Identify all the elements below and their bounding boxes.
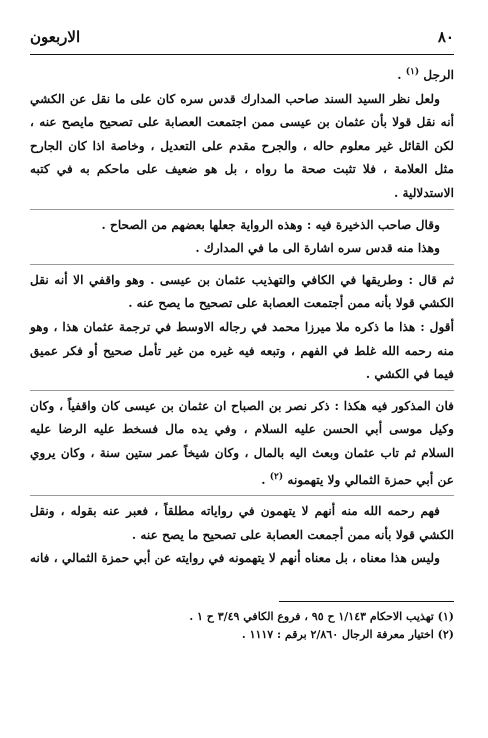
separator [30,209,454,210]
footnote-ref: (١) [405,67,420,77]
separator [30,264,454,265]
paragraph: وهذا منه قدس سره اشارة الى ما في المدارك . [195,241,440,256]
footnote-ref: (٢) [269,471,284,482]
header-rule [30,54,454,55]
paragraph: ثم قال : وطريقها في الكافي والتهذيب عثمان بن عيسى . وهو واقفي الا أنه نقل الكشي قولا بأنه ممن أجتمعت العصابة على تصحيح ما يصح عنه . [30,272,454,311]
footnotes [30,608,454,644]
paragraph: الرجل $^{(١)}$ . [397,67,454,82]
page-number: ٨٠ [437,28,454,46]
running-title: الاربعون [30,28,81,46]
footnote-rule [279,601,454,602]
paragraph: أقول : هذا ما ذكره ملا ميرزا محمد في رجاله الاوسط في ترجمة عثمان هذا ، وهو منه رحمه الله غلط في الفهم ، وتبعه فيه غيره من غير تأمل صحيح أو فكر عميق فيما في الكشي . [30,319,454,382]
separator [30,390,454,391]
paragraph: فهم رحمه الله منه أنهم لا يتهمون في رواياته مطلقاً ، فعبر عنه بقوله ، ونقل الكشي قولا بأنه ممن أجمعت العصابة على تصحيح ما يصح عنه . [30,504,454,542]
footnote: (٢) اختيار معرفة الرجال ٢/٨٦٠ برقم : ١١١٧ . [241,627,454,641]
paragraph: وقال صاحب الذخيرة فيه : وهذه الرواية جعلها بعضهم من الصحاح . [101,217,440,232]
page-body [30,61,454,571]
paragraph: فان المذكور فيه هكذا : ذكر نصر بن الصباح ان عثمان بن عيسى كان واقفياً ، وكان وكيل موسى أبي الحسن عليه السلام ، وفي يده مال فسخط عليه الرضا عليه السلام ثم تاب عثمان وبعث اليه بالمال ، وكان شيخاً عمر ستين سنة ، وكان يروي عن أبي حمزة الثمالي ولا يتهمونه $^{(٢)}$ . [30,398,454,487]
separator [30,495,454,496]
paragraph: ولعل نظر السيد السند صاحب المدارك قدس سره كان على ما نقل عن الكشي أنه نقل قولا بأن عثمان بن عيسى ممن اجتمعت العصابة على تصحيح مايصح عنه ، لكن القائل غير معلوم حاله ، والجرح مقدم على التعديل ، وخاصة اذا كان الجارح مثل العلامة ، فلا تثبت صحة ما رواه ، بل هو ضعيف على ماحكم به في كتبه الاستدلالية . [30,91,454,200]
footnote: (١) تهذيب الاحكام ١/١٤٣ ح ٩٥ ، فروع الكافي ٣/٤٩ ح ١ . [189,609,454,623]
page-header [30,26,454,48]
paragraph: وليس هذا معناه ، بل معناه أنهم لا يتهمونه في روايته عن أبي حمزة الثمالي ، فانه [30,551,440,566]
